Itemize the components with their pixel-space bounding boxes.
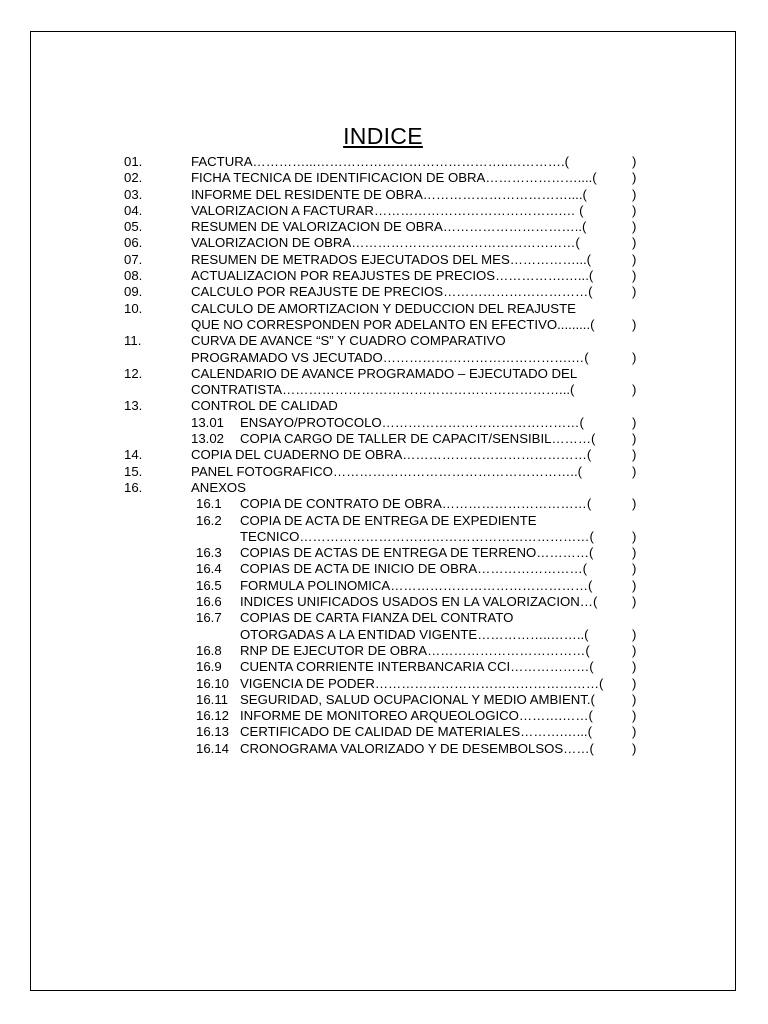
toc-subitem-text: INDICES UNIFICADOS USADOS EN LA VALORIZACION…( bbox=[240, 594, 598, 610]
toc-row bbox=[124, 252, 644, 268]
toc-subitem-text: COPIAS DE CARTA FIANZA DEL CONTRATO bbox=[240, 610, 514, 626]
toc-page-paren: ) bbox=[632, 447, 637, 463]
page-title: INDICE bbox=[343, 123, 423, 149]
toc-item-number: 13. bbox=[124, 398, 143, 414]
toc-subitem-text: COPIAS DE ACTAS DE ENTREGA DE TERRENO…………( bbox=[240, 545, 594, 561]
toc-item-text: FICHA TECNICA DE IDENTIFICACION DE OBRA…………………....( bbox=[191, 170, 597, 186]
toc-subitem-number: 16.13 bbox=[196, 724, 230, 740]
toc-item-number: 15. bbox=[124, 463, 143, 479]
toc-page-paren: ) bbox=[632, 594, 637, 610]
toc-page-paren: ) bbox=[632, 659, 637, 675]
toc-page-paren: ) bbox=[632, 414, 637, 430]
toc-row bbox=[124, 382, 644, 398]
toc-item-text: CURVA DE AVANCE “S” Y CUADRO COMPARATIVO bbox=[191, 333, 506, 349]
toc-subitem-number: 16.14 bbox=[196, 740, 230, 756]
toc-subitem-number: 16.2 bbox=[196, 512, 222, 528]
toc-subitem-number: 13.01 bbox=[191, 414, 225, 430]
toc-row bbox=[124, 578, 644, 594]
toc-page-paren: ) bbox=[632, 577, 637, 593]
toc-row bbox=[124, 447, 644, 463]
toc-subitem-number: 16.8 bbox=[196, 642, 222, 658]
toc-row bbox=[124, 480, 644, 496]
toc-item-text: PROGRAMADO VS JECUTADO…………………………………….…( bbox=[191, 349, 589, 365]
toc-page-paren: ) bbox=[632, 349, 637, 365]
toc-row bbox=[124, 692, 644, 708]
toc-subitem-number: 16.10 bbox=[196, 675, 230, 691]
toc-item-text: CALCULO POR REAJUSTE DE PRECIOS……………………………( bbox=[191, 284, 593, 300]
toc-item-text: COPIA DEL CUADERNO DE OBRA……………………………………( bbox=[191, 447, 592, 463]
toc-row bbox=[124, 496, 644, 512]
toc-row bbox=[124, 284, 644, 300]
toc-page-paren: ) bbox=[632, 186, 637, 202]
toc-page-paren: ) bbox=[632, 528, 637, 544]
toc-page-paren: ) bbox=[632, 268, 637, 284]
toc-row bbox=[124, 317, 644, 333]
toc-row bbox=[124, 545, 644, 561]
toc-subitem-text: OTORGADAS A LA ENTIDAD VIGENTE……………..……..( bbox=[240, 626, 589, 642]
toc-item-number: 04. bbox=[124, 202, 143, 218]
toc-page-paren: ) bbox=[632, 431, 637, 447]
toc-item-text: CONTRATISTA………………………………………………………...( bbox=[191, 382, 575, 398]
toc-row bbox=[124, 268, 644, 284]
toc-item-text: PANEL FOTOGRAFICO………………………………………………..( bbox=[191, 463, 583, 479]
toc-subitem-number: 16.4 bbox=[196, 561, 222, 577]
toc-item-number: 06. bbox=[124, 235, 143, 251]
toc-row bbox=[124, 301, 644, 317]
toc-item-text: CALENDARIO DE AVANCE PROGRAMADO – EJECUTADO DEL bbox=[191, 365, 578, 381]
toc-item-number: 07. bbox=[124, 251, 143, 267]
toc-subitem-text: COPIA CARGO DE TALLER DE CAPACIT/SENSIBIL………( bbox=[240, 431, 596, 447]
toc-page-paren: ) bbox=[632, 675, 637, 691]
toc-page-paren: ) bbox=[632, 235, 637, 251]
toc-row bbox=[124, 431, 644, 447]
toc-row bbox=[124, 350, 644, 366]
toc-page-paren: ) bbox=[632, 545, 637, 561]
toc-page-paren: ) bbox=[632, 708, 637, 724]
toc-row bbox=[124, 464, 644, 480]
toc-page-paren: ) bbox=[632, 154, 637, 169]
toc-row bbox=[124, 610, 644, 626]
toc-item-text: RESUMEN DE METRADOS EJECUTADOS DEL MES……………...( bbox=[191, 251, 592, 267]
toc-page-paren: ) bbox=[632, 219, 637, 235]
toc-item-number: 08. bbox=[124, 268, 143, 284]
toc-item-number: 10. bbox=[124, 300, 143, 316]
toc-row bbox=[124, 741, 644, 757]
toc-subitem-text: SEGURIDAD, SALUD OCUPACIONAL Y MEDIO AMBIENT.( bbox=[240, 691, 595, 707]
toc-page-paren: ) bbox=[632, 316, 637, 332]
toc-row bbox=[124, 708, 644, 724]
toc-subitem-text: CERTIFICADO DE CALIDAD DE MATERIALES……….…...( bbox=[240, 724, 592, 740]
toc-row bbox=[124, 154, 644, 170]
toc-row bbox=[124, 643, 644, 659]
toc-subitem-number: 16.3 bbox=[196, 545, 222, 561]
toc-item-text: ACTUALIZACION POR REAJUSTES DE PRECIOS…………….…...( bbox=[191, 268, 594, 284]
toc-row bbox=[124, 561, 644, 577]
toc-subitem-text: CRONOGRAMA VALORIZADO Y DE DESEMBOLSOS……( bbox=[240, 740, 594, 756]
toc-item-text: CALCULO DE AMORTIZACION Y DEDUCCION DEL REAJUSTE bbox=[191, 300, 576, 316]
toc-item-text: CONTROL DE CALIDAD bbox=[191, 398, 338, 414]
toc-row bbox=[124, 627, 644, 643]
toc-page-paren: ) bbox=[632, 463, 637, 479]
toc-page-paren: ) bbox=[632, 251, 637, 267]
toc-item-text: RESUMEN DE VALORIZACION DE OBRA…………………………..( bbox=[191, 219, 587, 235]
toc-item-number: 16. bbox=[124, 479, 143, 495]
toc-page-paren: ) bbox=[632, 724, 637, 740]
toc-item-number: 12. bbox=[124, 365, 143, 381]
toc-row bbox=[124, 529, 644, 545]
toc-subitem-text: TECNICO…………………………………………………………( bbox=[240, 528, 594, 544]
toc-subitem-text: COPIAS DE ACTA DE INICIO DE OBRA……………………( bbox=[240, 561, 588, 577]
toc-subitem-number: 16.7 bbox=[196, 610, 222, 626]
toc-subitem-text: VIGENCIA DE PODER……………………………………………( bbox=[240, 675, 604, 691]
toc-row bbox=[124, 415, 644, 431]
toc-row bbox=[124, 366, 644, 382]
toc-row bbox=[124, 219, 644, 235]
toc-row bbox=[124, 659, 644, 675]
toc-item-number: 03. bbox=[124, 186, 143, 202]
toc-subitem-text: ENSAYO/PROTOCOLO………………………………………( bbox=[240, 414, 584, 430]
toc-subitem-text: CUENTA CORRIENTE INTERBANCARIA CCI………………( bbox=[240, 659, 594, 675]
toc-page-paren: ) bbox=[632, 284, 637, 300]
toc-item-text: VALORIZACION A FACTURAR…………………………………….… ( bbox=[191, 202, 584, 218]
toc-page-paren: ) bbox=[632, 626, 637, 642]
toc-row bbox=[124, 203, 644, 219]
toc-item-number: 01. bbox=[124, 154, 143, 169]
toc-subitem-number: 16.9 bbox=[196, 659, 222, 675]
toc-subitem-text: COPIA DE CONTRATO DE OBRA……………………………( bbox=[240, 496, 592, 512]
toc-page-paren: ) bbox=[632, 691, 637, 707]
toc-page-paren: ) bbox=[632, 642, 637, 658]
toc-subitem-number: 16.5 bbox=[196, 577, 222, 593]
toc-subitem-number: 16.12 bbox=[196, 708, 230, 724]
toc-page-paren: ) bbox=[632, 561, 637, 577]
toc-row bbox=[124, 594, 644, 610]
toc-item-number: 05. bbox=[124, 219, 143, 235]
toc-page-paren: ) bbox=[632, 170, 637, 186]
toc-item-number: 02. bbox=[124, 170, 143, 186]
toc-item-number: 09. bbox=[124, 284, 143, 300]
toc-row bbox=[124, 513, 644, 529]
toc-subitem-text: FORMULA POLINOMICA………………………………………( bbox=[240, 577, 593, 593]
toc-subitem-number: 16.11 bbox=[196, 691, 229, 707]
toc-item-text: VALORIZACION DE OBRA……………………………………………( bbox=[191, 235, 580, 251]
toc-subitem-number: 13.02 bbox=[191, 431, 225, 447]
toc-page-paren: ) bbox=[632, 740, 637, 756]
table-of-contents bbox=[124, 154, 644, 757]
toc-row bbox=[124, 398, 644, 414]
toc-subitem-text: INFORME DE MONITOREO ARQUEOLOGICO……….……( bbox=[240, 708, 593, 724]
toc-row bbox=[124, 235, 644, 251]
toc-item-text: QUE NO CORRESPONDEN POR ADELANTO EN EFECTIVO.........( bbox=[191, 316, 595, 332]
toc-row bbox=[124, 333, 644, 349]
toc-row bbox=[124, 724, 644, 740]
toc-row bbox=[124, 676, 644, 692]
toc-item-number: 11. bbox=[124, 333, 142, 349]
toc-item-text: ANEXOS bbox=[191, 479, 246, 495]
toc-subitem-text: RNP DE EJECUTOR DE OBRA………………………………( bbox=[240, 642, 590, 658]
toc-item-number: 14. bbox=[124, 447, 143, 463]
toc-row bbox=[124, 187, 644, 203]
toc-page-paren: ) bbox=[632, 496, 637, 512]
toc-row bbox=[124, 170, 644, 186]
toc-item-text: INFORME DEL RESIDENTE DE OBRA……………………………....( bbox=[191, 186, 587, 202]
toc-subitem-number: 16.1 bbox=[196, 496, 222, 512]
toc-item-text: FACTURA…………...……………………………………..………….( bbox=[191, 154, 570, 169]
toc-subitem-number: 16.6 bbox=[196, 594, 222, 610]
toc-page-paren: ) bbox=[632, 202, 637, 218]
toc-page-paren: ) bbox=[632, 382, 637, 398]
toc-subitem-text: COPIA DE ACTA DE ENTREGA DE EXPEDIENTE bbox=[240, 512, 537, 528]
